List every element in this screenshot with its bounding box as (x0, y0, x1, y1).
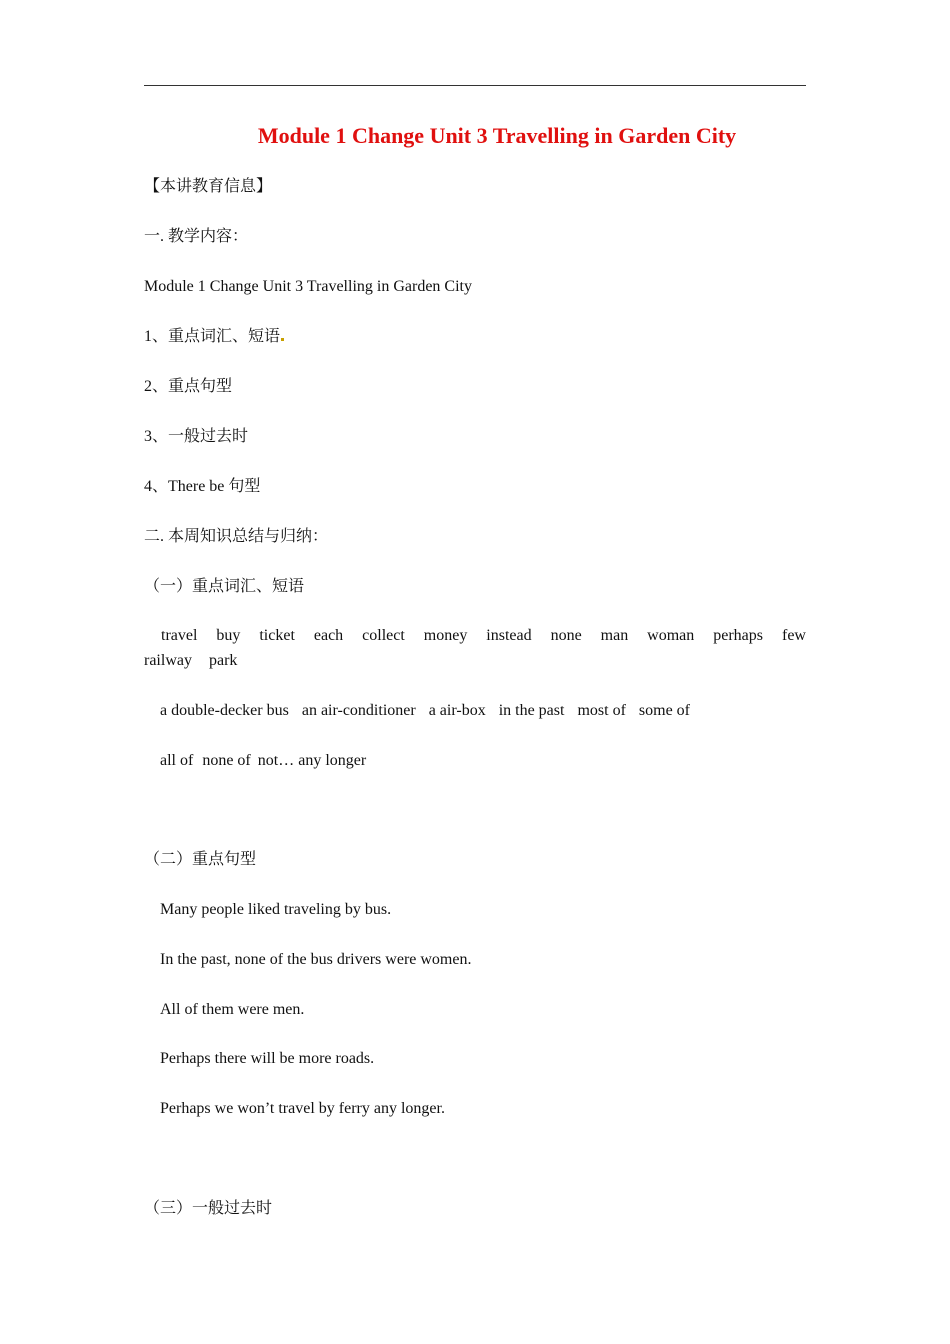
vocab-word: railway (144, 652, 192, 669)
phrase: some of (638, 702, 691, 719)
vocab-word: few (781, 627, 806, 644)
vocab-word: instead (486, 627, 532, 644)
document-title: Module 1 Change Unit 3 Travelling in Garden City (257, 123, 737, 148)
vocab-word: park (208, 652, 238, 669)
phrase: most of (577, 702, 626, 719)
section2-heading: 二. 本周知识总结与归纳： (144, 528, 329, 545)
list-item (144, 324, 284, 349)
vocab-word: man (600, 627, 629, 644)
section1-heading: 一. 教学内容： (144, 228, 249, 245)
module-line: Module 1 Change Unit 3 Travelling in Garden City (144, 278, 472, 295)
phrase: none of (202, 752, 251, 769)
vocab-word: buy (216, 627, 241, 644)
sentence: Many people liked traveling by bus. (160, 901, 392, 918)
list-item: 2、重点句型 (144, 378, 233, 395)
vocab-word: money (423, 627, 468, 644)
header-rule (144, 85, 806, 86)
list-item-text: 1、重点词汇、短语 (144, 328, 281, 345)
phrase: not… any longer (257, 752, 367, 769)
phrase: a air-box (428, 702, 486, 719)
sentence: In the past, none of the bus drivers were women. (160, 951, 472, 968)
vocab-row-2 (144, 648, 806, 673)
list-item: 4、There be 句型 (144, 478, 261, 495)
vocab-word: perhaps (713, 627, 764, 644)
vocab-word: collect (362, 627, 405, 644)
vocab-word: travel (161, 627, 198, 644)
sentence: Perhaps we won’t travel by ferry any longer. (160, 1100, 445, 1117)
phrase: all of (160, 752, 194, 769)
vocab-row-1 (144, 623, 806, 648)
vocab-word: woman (647, 627, 695, 644)
sentence: Perhaps there will be more roads. (160, 1050, 375, 1067)
phrase: in the past (498, 702, 565, 719)
phrase: a double-decker bus (160, 702, 289, 719)
vocab-word: each (313, 627, 344, 644)
vocab-word: none (550, 627, 582, 644)
vocab-word: ticket (259, 627, 295, 644)
phrases-row-1 (160, 698, 690, 723)
sentence: All of them were men. (160, 1001, 305, 1018)
sub1-heading: （一）重点词汇、短语 (144, 578, 305, 595)
dot-mark (281, 338, 284, 341)
phrases-row-2 (160, 748, 366, 773)
vocab-block (144, 623, 806, 673)
sub2-heading: （二）重点句型 (144, 851, 257, 868)
info-heading: 【本讲教育信息】 (144, 178, 273, 195)
phrase: an air-conditioner (301, 702, 416, 719)
list-item: 3、一般过去时 (144, 428, 249, 445)
sub3-heading: （三）一般过去时 (144, 1200, 273, 1217)
